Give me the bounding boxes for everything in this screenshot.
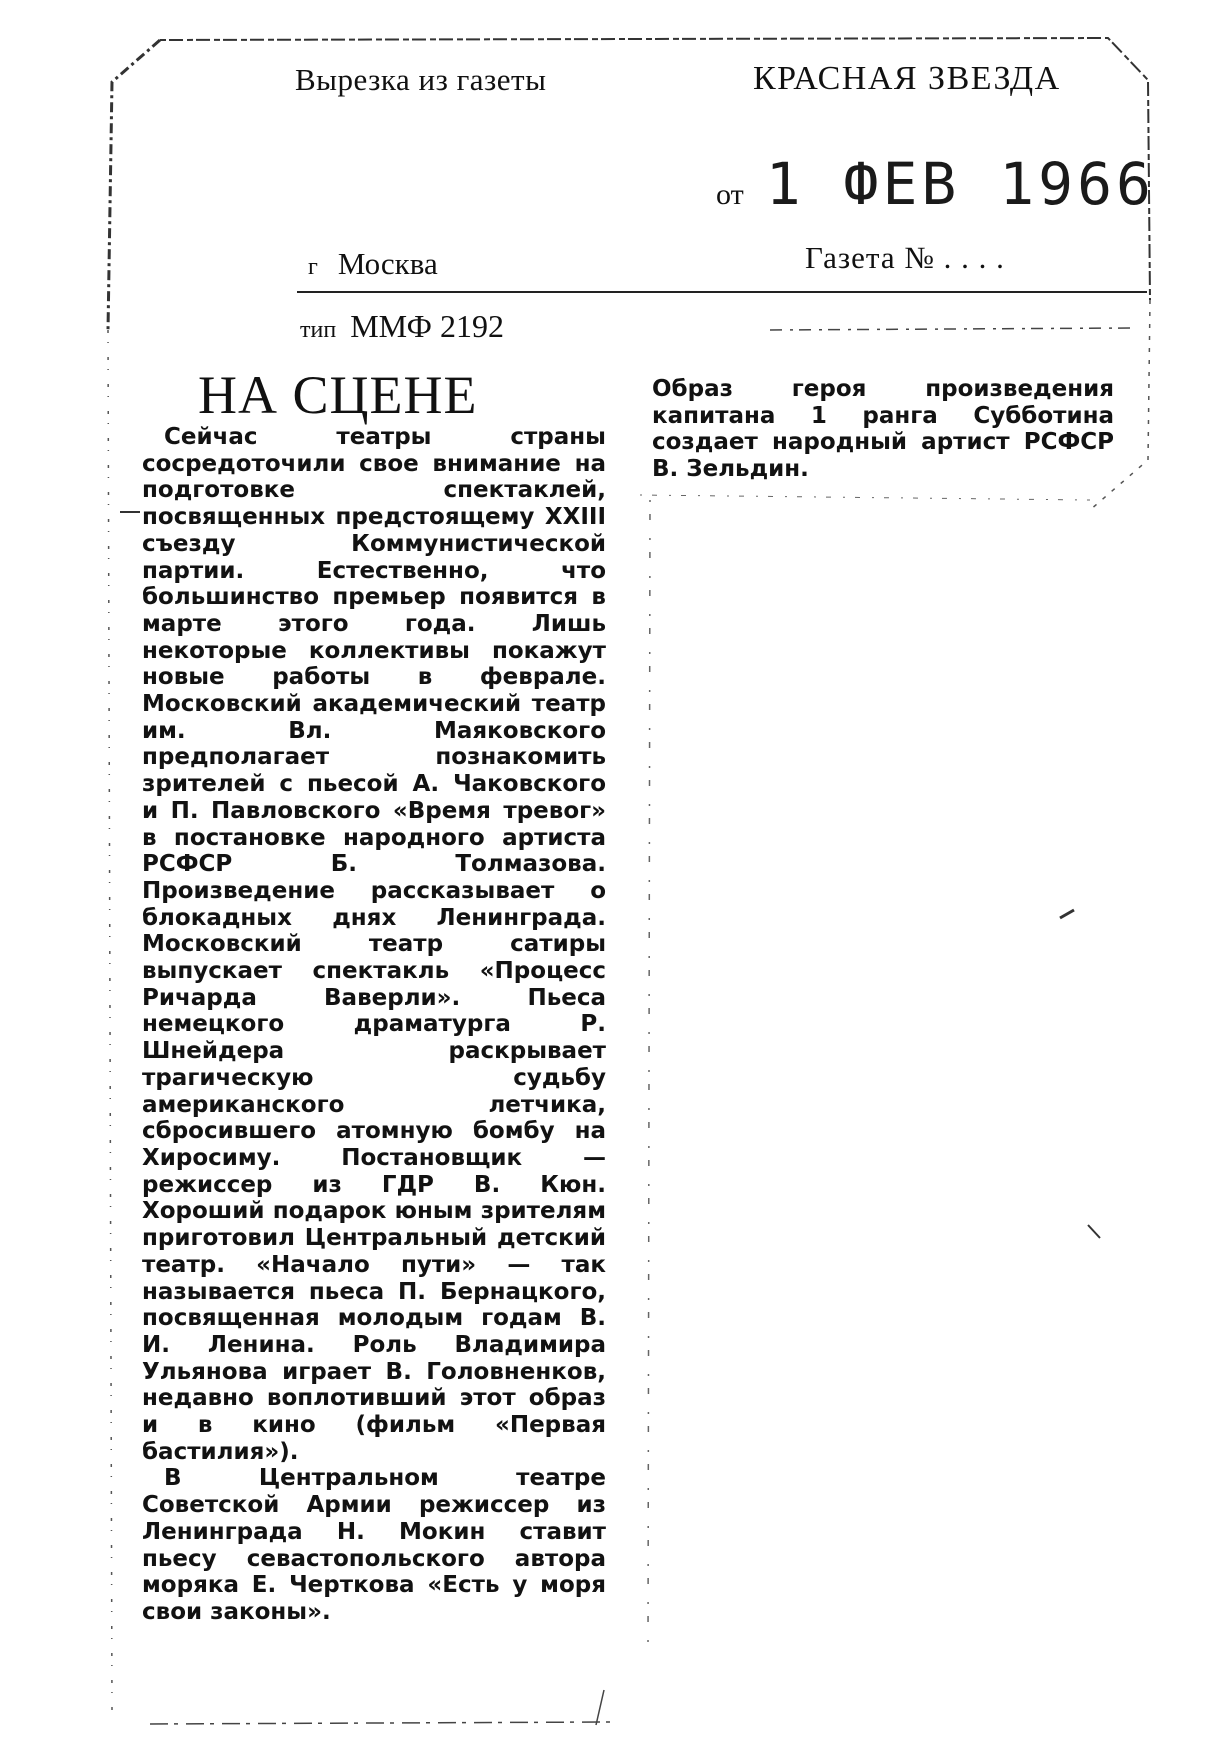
type-prefix: тип xyxy=(300,317,337,343)
article-paragraph: Образ героя произведения капитана 1 ранга Субботина создает народный артист РСФСР В. Зельдин. xyxy=(652,376,1114,483)
city-line xyxy=(308,246,438,282)
type-code: ММФ 2192 xyxy=(350,308,504,344)
city-name: Москва xyxy=(337,246,438,281)
article-title: НА СЦЕНЕ xyxy=(198,365,478,425)
print-type-line xyxy=(300,308,504,345)
header-rule xyxy=(297,291,1147,293)
newspaper-name: КРАСНАЯ ЗВЕЗДА xyxy=(753,60,1061,97)
article-paragraph: В Центральном театре Советской Армии режиссер из Ленинграда Н. Мокин ставит пьесу севастопольского автора моряка Е. Черткова «Есть у моря свои законы». xyxy=(142,1465,606,1625)
date-label: от xyxy=(716,178,744,211)
date-line xyxy=(716,150,1155,218)
city-prefix: г xyxy=(308,254,318,280)
clipping-label: Вырезка из газеты xyxy=(295,62,547,97)
issue-number: Газета № . . . . xyxy=(805,240,1005,275)
article-column-left xyxy=(142,424,606,1626)
article-column-right xyxy=(652,376,1114,483)
date-stamp: 1 ФЕВ 1966 xyxy=(765,150,1155,218)
article-paragraph: Сейчас театры страны сосредоточили свое внимание на подготовке спектаклей, посвященных предстоящему XXIII съезду Коммунистической партии. Естественно, что большинство премьер появится в марте этого года. Лишь некоторые коллективы покажут новые работы в феврале. Московский академический театр им. Вл. Маяковского предполагает познакомить зрителей с пьесой А. Чаковского и П. Павловского «Время тревог» в постановке народного артиста РСФСР Б. Толмазова. Произведение рассказывает о блокадных днях Ленинграда. Московский театр сатиры выпускает спектакль «Процесс Ричарда Ваверли». Пьеса немецкого драматурга Р. Шнейдера раскрывает трагическую судьбу американского летчика, сбросившего атомную бомбу на Хиросиму. Постановщик — режиссер из ГДР В. Кюн. Хороший подарок юным зрителям приготовил Центральный детский театр. «Начало пути» — так называется пьеса П. Бернацкого, посвященная молодым годам В. И. Ленина. Роль Владимира Ульянова играет В. Головненков, недавно воплотивший этот образ и в кино (фильм «Первая бастилия»). xyxy=(142,424,606,1465)
